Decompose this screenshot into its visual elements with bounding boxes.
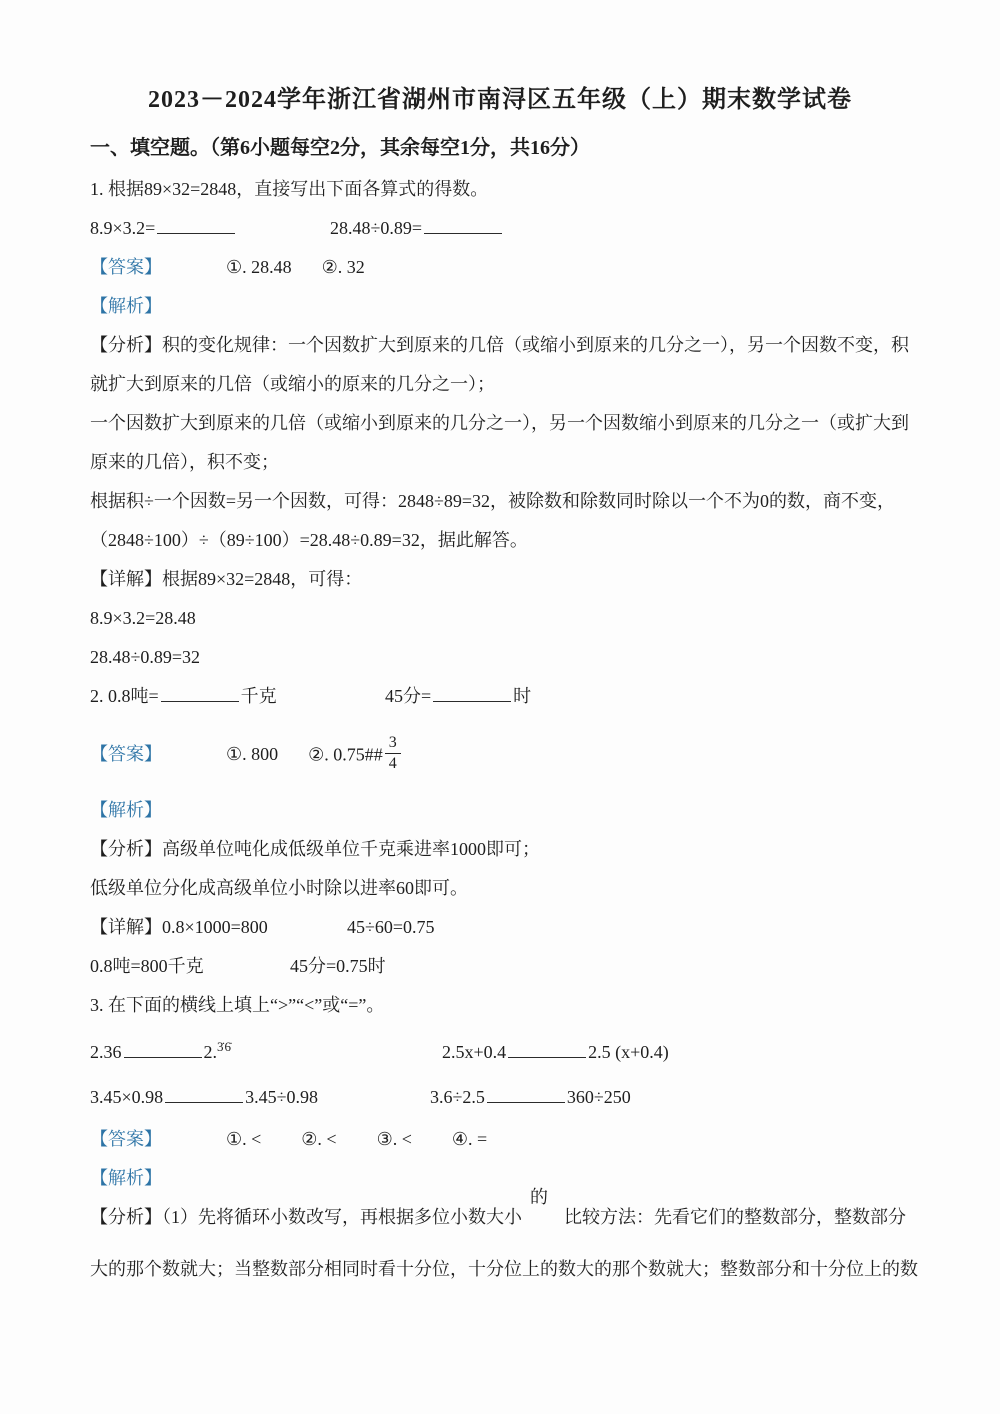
q2-detail-row1-right: 45÷60=0.75	[347, 917, 435, 937]
q2-stem-right-wrap	[385, 677, 531, 716]
q3-analysis-post: 比较方法：先看它们的整数部分，整数部分	[564, 1207, 906, 1227]
q1-expression-right: 28.48÷0.89=	[330, 218, 423, 238]
q1-analysis-line-3: 一个因数扩大到原来的几倍（或缩小到原来的几分之一），另一个因数缩小到原来的几分之一（或扩大到	[90, 413, 909, 433]
q3-r1-right-b: 2.5 (x+0.4)	[588, 1042, 669, 1062]
q1-blank-1	[157, 230, 235, 234]
q1-jiexi-label: 【解析】	[90, 296, 162, 316]
q1-analysis-line-5: 根据积÷一个因数=另一个因数，可得：2848÷89=32，被除数和除数同时除以一个不为0的数，商不变，	[90, 491, 896, 511]
page-title: 2023－2024学年浙江省湖州市南浔区五年级（上）期末数学试卷	[148, 87, 852, 113]
q1-expression-row	[90, 209, 910, 248]
q3-answer-item-2: ②. <	[301, 1129, 337, 1149]
q1-expression-right-wrap	[330, 209, 504, 248]
q2-detail-row-1	[90, 908, 910, 947]
q1-analysis-line-6: （2848÷100）÷（89÷100）=28.48÷0.89=32，据此解答。	[90, 530, 528, 550]
q2-stem-left-post: 千克	[240, 686, 277, 706]
q3-blank-1	[124, 1054, 202, 1058]
q1-analysis-line-2: 就扩大到原来的几倍（或缩小的原来的几分之一）；	[90, 374, 495, 394]
q3-stem: 3. 在下面的横线上填上“>”“<”或“=”。	[90, 995, 385, 1015]
q3-analysis-pre: 【分析】（1）先将循环小数改写，再根据多位小数大小	[90, 1207, 522, 1227]
q3-blank-2	[508, 1054, 586, 1058]
section-heading: 一、填空题。（第6小题每空2分，其余每空1分，共16分）	[90, 137, 590, 159]
q2-stem-row	[90, 677, 910, 716]
q2-detail-row2-right: 45分=0.75时	[290, 956, 386, 976]
q1-detail-line-2: 8.9×3.2=28.48	[90, 608, 196, 628]
q2-detail-row1-left: 【详解】0.8×1000=800	[90, 917, 268, 937]
q1-answer-item-2: ②. 32	[321, 257, 365, 277]
answer-label: 【答案】	[90, 257, 162, 277]
q3-answer-item-1: ①. <	[226, 1129, 262, 1149]
q3-answer-row	[90, 1120, 910, 1159]
q2-stem-right-pre: 45分=	[385, 686, 432, 706]
q2-answer-row	[90, 734, 910, 773]
fraction-numerator: 3	[385, 734, 401, 754]
q3-r2-left-a: 3.45×0.98	[90, 1087, 164, 1107]
q2-detail-row2-left: 0.8吨=800千克	[90, 956, 204, 976]
q3-r1-left-a: 2.36	[90, 1042, 122, 1062]
q2-analysis-line-1: 【分析】高级单位吨化成低级单位千克乘进率1000即可；	[90, 839, 540, 859]
q2-jiexi-label: 【解析】	[90, 800, 162, 820]
q1-detail-line-1: 【详解】根据89×32=2848，可得：	[90, 569, 363, 589]
q2-blank-1	[161, 698, 239, 702]
q2-analysis-line-2: 低级单位分化成高级单位小时除以进率60即可。	[90, 878, 468, 898]
q2-detail-row-2	[90, 947, 910, 986]
q3-repeating-decimal-sup: 3̇6̇	[217, 1039, 232, 1054]
q3-answer-item-3: ③. <	[376, 1129, 412, 1149]
answer-label: 【答案】	[90, 1129, 162, 1149]
q1-analysis-line-1: 【分析】积的变化规律：一个因数扩大到原来的几倍（或缩小到原来的几分之一），另一个因数不变，积	[90, 335, 909, 355]
q1-blank-2	[424, 230, 502, 234]
q2-answer-item-1: ①. 800	[226, 744, 279, 765]
q3-r1-left-b: 2.	[203, 1042, 217, 1062]
q1-answer-row	[90, 248, 910, 287]
q3-r2-right-wrap	[430, 1078, 631, 1117]
q1-answer-item-1: ①. 28.48	[226, 257, 292, 277]
q2-answer-item-2: ②. 0.75##	[308, 744, 383, 765]
q3-r1-right-a: 2.5x+0.4	[442, 1042, 507, 1062]
q3-r2-right-b: 360÷250	[566, 1087, 631, 1107]
q1-stem: 1. 根据89×32=2848，直接写出下面各算式的得数。	[90, 179, 489, 199]
q3-answer-item-4: ④. =	[451, 1129, 488, 1149]
q3-r1-right-wrap	[442, 1033, 669, 1072]
q2-stem-right-post: 时	[513, 686, 532, 706]
q1-expression-left: 8.9×3.2=	[90, 218, 156, 238]
q3-compare-row-1	[90, 1033, 910, 1072]
answer-label: 【答案】	[90, 744, 162, 765]
q1-detail-line-3: 28.48÷0.89=32	[90, 647, 201, 667]
q2-blank-2	[433, 698, 511, 702]
q3-compare-row-2	[90, 1078, 910, 1117]
q3-blank-3	[165, 1099, 243, 1103]
q3-analysis-line-1: 【分析】（1）先将循环小数改写，再根据多位小数大小的比较方法：先看它们的整数部分，整数部分	[90, 1187, 906, 1227]
q3-jiexi-label: 【解析】	[90, 1168, 162, 1188]
q1-analysis-line-4: 原来的几倍），积不变；	[90, 452, 279, 472]
q3-r2-left-b: 3.45÷0.98	[245, 1087, 319, 1107]
q3-analysis-line-2: 大的那个数就大；当整数部分相同时看十分位，十分位上的数大的那个数就大；整数部分和十分位上的数	[90, 1259, 918, 1279]
fraction-denominator: 4	[388, 755, 397, 773]
q3-r2-right-a: 3.6÷2.5	[430, 1087, 485, 1107]
q3-blank-4	[487, 1099, 565, 1103]
q2-stem-left-pre: 2. 0.8吨=	[90, 686, 159, 706]
q2-answer-fraction	[385, 734, 401, 774]
